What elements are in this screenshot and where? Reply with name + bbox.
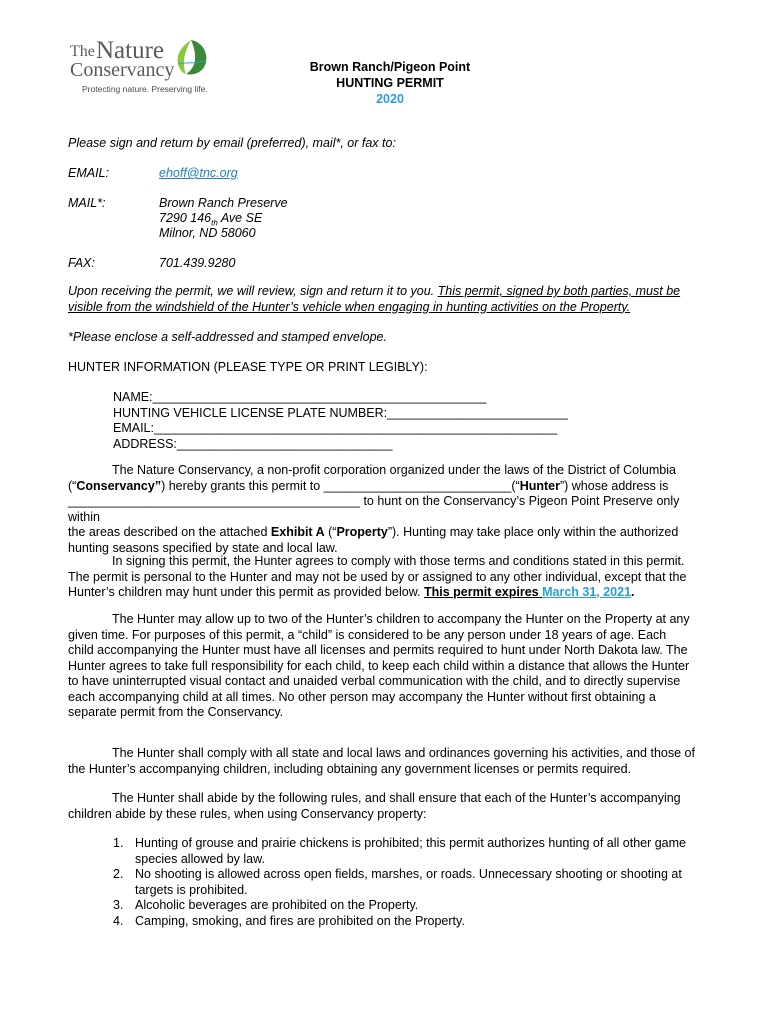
mail-line1: Brown Ranch Preserve <box>159 196 288 210</box>
permit-title-line2: HUNTING PERMIT <box>336 76 444 90</box>
tnc-logo <box>70 38 220 98</box>
name-field[interactable]: NAME:________________________________________________ <box>113 390 487 404</box>
expiry-date: March 31, 2021 <box>542 585 632 599</box>
children-paragraph: The Hunter may allow up to two of the Hunter’s children to accompany the Hunter on the Property at any given time. For purposes of this permit, a “child” is considered to be any person under 18 years of age. Each child accompanying the Hunter must have all licenses and permits required to hunt under North Dakota law. The Hunter agrees to take full responsibility for each child, to keep each child within a distance that allows the Hunter to have uninterrupted visual contact and unaided verbal communication with the child, and to directly supervise each accompanying child at all times. No other person may accompany the Hunter without first obtaining a separate permit from the Conservancy. <box>68 612 690 719</box>
return-note: Upon receiving the permit, we will review, sign and return it to you. This permit, signed by both parties, must be visible from the windshield of the Hunter’s vehicle when engaging in hunting activities on the Property. <box>68 284 681 314</box>
logo-tagline: Protecting nature. Preserving life. <box>82 84 208 94</box>
permit-title-line1: Brown Ranch/Pigeon Point <box>309 60 471 74</box>
mail-line2: 7290 $146_{th}$ Ave SE <box>159 211 263 228</box>
address-field[interactable]: ADDRESS:_______________________________ <box>113 436 393 451</box>
list-item: 3. Alcoholic beverages are prohibited on the Property. <box>113 898 419 912</box>
laws-paragraph: The Hunter shall comply with all state and local laws and ordinances governing his activities, and those of the Hunter’s accompanying children, including obtaining any government licenses or permits required. <box>68 746 695 776</box>
email-link[interactable]: ehoff@tnc.org <box>159 166 238 180</box>
hunter-info-heading: HUNTER INFORMATION (PLEASE TYPE OR PRINT LEGIBLY): <box>68 360 428 374</box>
rules-list <box>113 836 713 929</box>
list-item: 1. Hunting of grouse and prairie chickens is prohibited; this permit authorizes hunting of all other game species allowed by law. <box>113 836 687 866</box>
mail-line3: Milnor, ND 58060 <box>159 226 256 240</box>
plate-field[interactable]: HUNTING VEHICLE LICENSE PLATE NUMBER:__________________________ <box>113 405 568 420</box>
email-label: EMAIL: <box>68 166 109 180</box>
email-field[interactable]: EMAIL:__________________________________________________________ <box>113 421 558 435</box>
logo-the: The <box>70 43 95 60</box>
logo-nature: Nature <box>96 37 165 64</box>
expiry-text: This permit expires <box>423 585 543 599</box>
fax-label: FAX: <box>68 256 95 270</box>
logo-conservancy: Conservancy <box>70 59 175 81</box>
list-item: 4. Camping, smoking, and fires are prohibited on the Property. <box>113 913 465 928</box>
rules-paragraph: The Hunter shall abide by the following rules, and shall ensure that each of the Hunter’s accompanying children abide by these rules, when using Conservancy property: <box>68 791 681 821</box>
hunter-info-fields <box>113 390 568 452</box>
list-item: 2. No shooting is allowed across open fields, marshes, or roads. Unnecessary shooting or shooting at targets is prohibited. <box>113 867 682 897</box>
signing-paragraph: In signing this permit, the Hunter agrees to comply with those terms and conditions stated in this permit. The permit is personal to the Hunter and may not be used by or assigned to any other individual, except that the Hunter’s children may hunt under this permit as provided below. This permit expires March 31, 2021. <box>68 554 687 599</box>
fax-value: 701.439.9280 <box>159 256 236 270</box>
mail-label: MAIL*: <box>68 196 106 210</box>
leaf-globe-icon <box>172 38 210 78</box>
grant-paragraph: The Nature Conservancy, a non-profit corporation organized under the laws of the District of Columbia (“Conservancy”) hereby grants this permit to ___________________________(“Hunter”) whose address is __________________________________________ to hunt on the Conservancy’s Pigeon Point Preserve only within the areas described on the attached Exhibit A (“Property”). Hunting may take place only within the authorized hunting seasons specified by state and local law. <box>68 463 680 555</box>
permit-year: 2020 <box>376 92 404 106</box>
intro-text: Please sign and return by email (preferred), mail*, or fax to: <box>68 136 396 150</box>
envelope-note: *Please enclose a self-addressed and stamped envelope. <box>68 330 387 344</box>
